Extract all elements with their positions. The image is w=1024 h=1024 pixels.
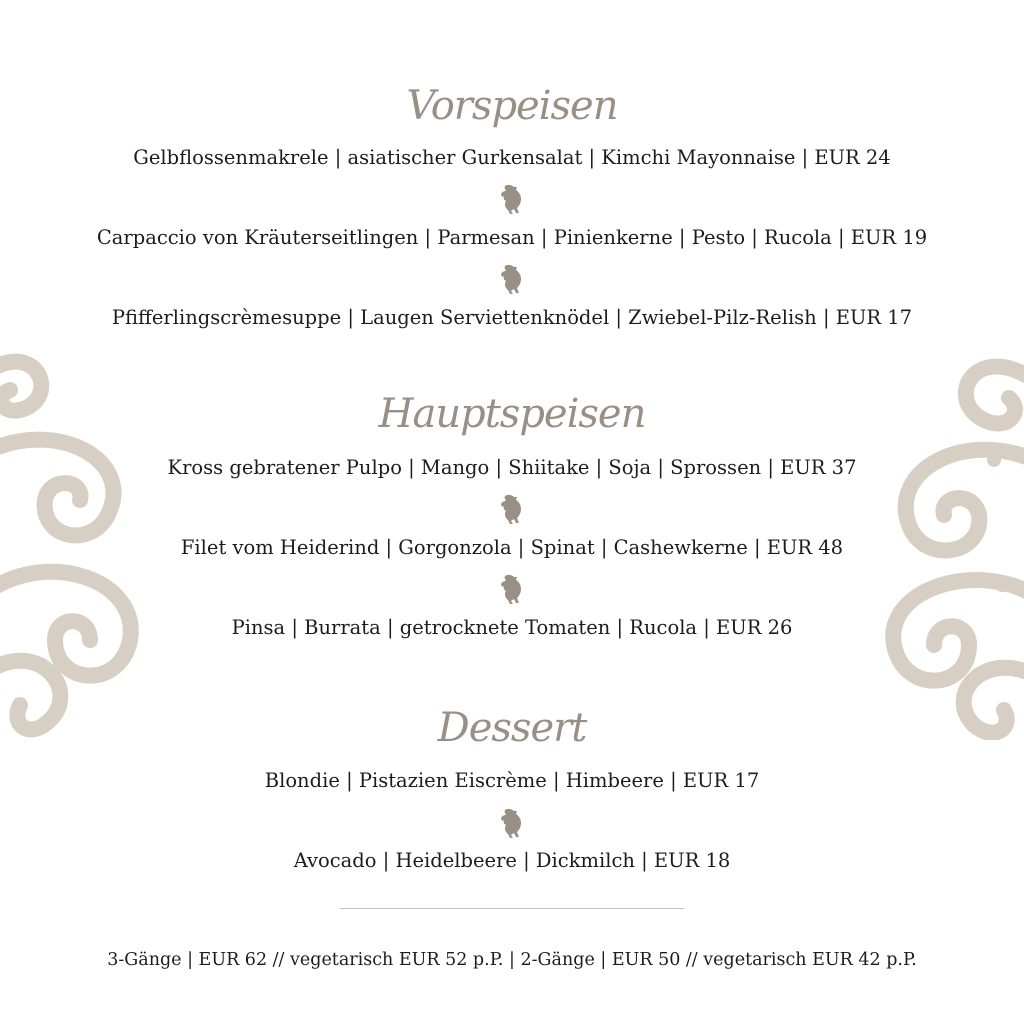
dish-line: Avocado | Heidelbeere | Dickmilch | EUR 18 (293, 849, 731, 872)
dish-line: Gelbflossenmakrele | asiatischer Gurkensalat | Kimchi Mayonnaise | EUR 24 (133, 146, 891, 169)
horse-icon (499, 807, 525, 839)
dish-line: Carpaccio von Kräuterseitlingen | Parmesan | Pinienkerne | Pesto | Rucola | EUR 19 (96, 226, 928, 249)
horse-icon (499, 183, 525, 215)
horse-icon (499, 493, 525, 525)
horse-icon (499, 573, 525, 605)
dish-line: Kross gebratener Pulpo | Mango | Shiitake | Soja | Sprossen | EUR 37 (167, 456, 857, 479)
divider (340, 908, 684, 909)
dish-line: Blondie | Pistazien Eiscrème | Himbeere | EUR 17 (264, 769, 760, 792)
section-heading-dessert: Dessert (437, 705, 587, 751)
dish-line: Pfifferlingscrèmesuppe | Laugen Serviettenknödel | Zwiebel-Pilz-Relish | EUR 17 (111, 306, 913, 329)
horse-icon (499, 263, 525, 295)
dish-line: Filet vom Heiderind | Gorgonzola | Spinat | Cashewkerne | EUR 48 (180, 536, 844, 559)
section-heading-mains: Hauptspeisen (378, 391, 646, 437)
section-heading-starters: Vorspeisen (406, 83, 618, 129)
dish-line: Pinsa | Burrata | getrocknete Tomaten | Rucola | EUR 26 (231, 616, 793, 639)
price-footer: 3-Gänge | EUR 62 // vegetarisch EUR 52 p.P. | 2-Gänge | EUR 50 // vegetarisch EUR 42 p.P. (107, 950, 917, 970)
